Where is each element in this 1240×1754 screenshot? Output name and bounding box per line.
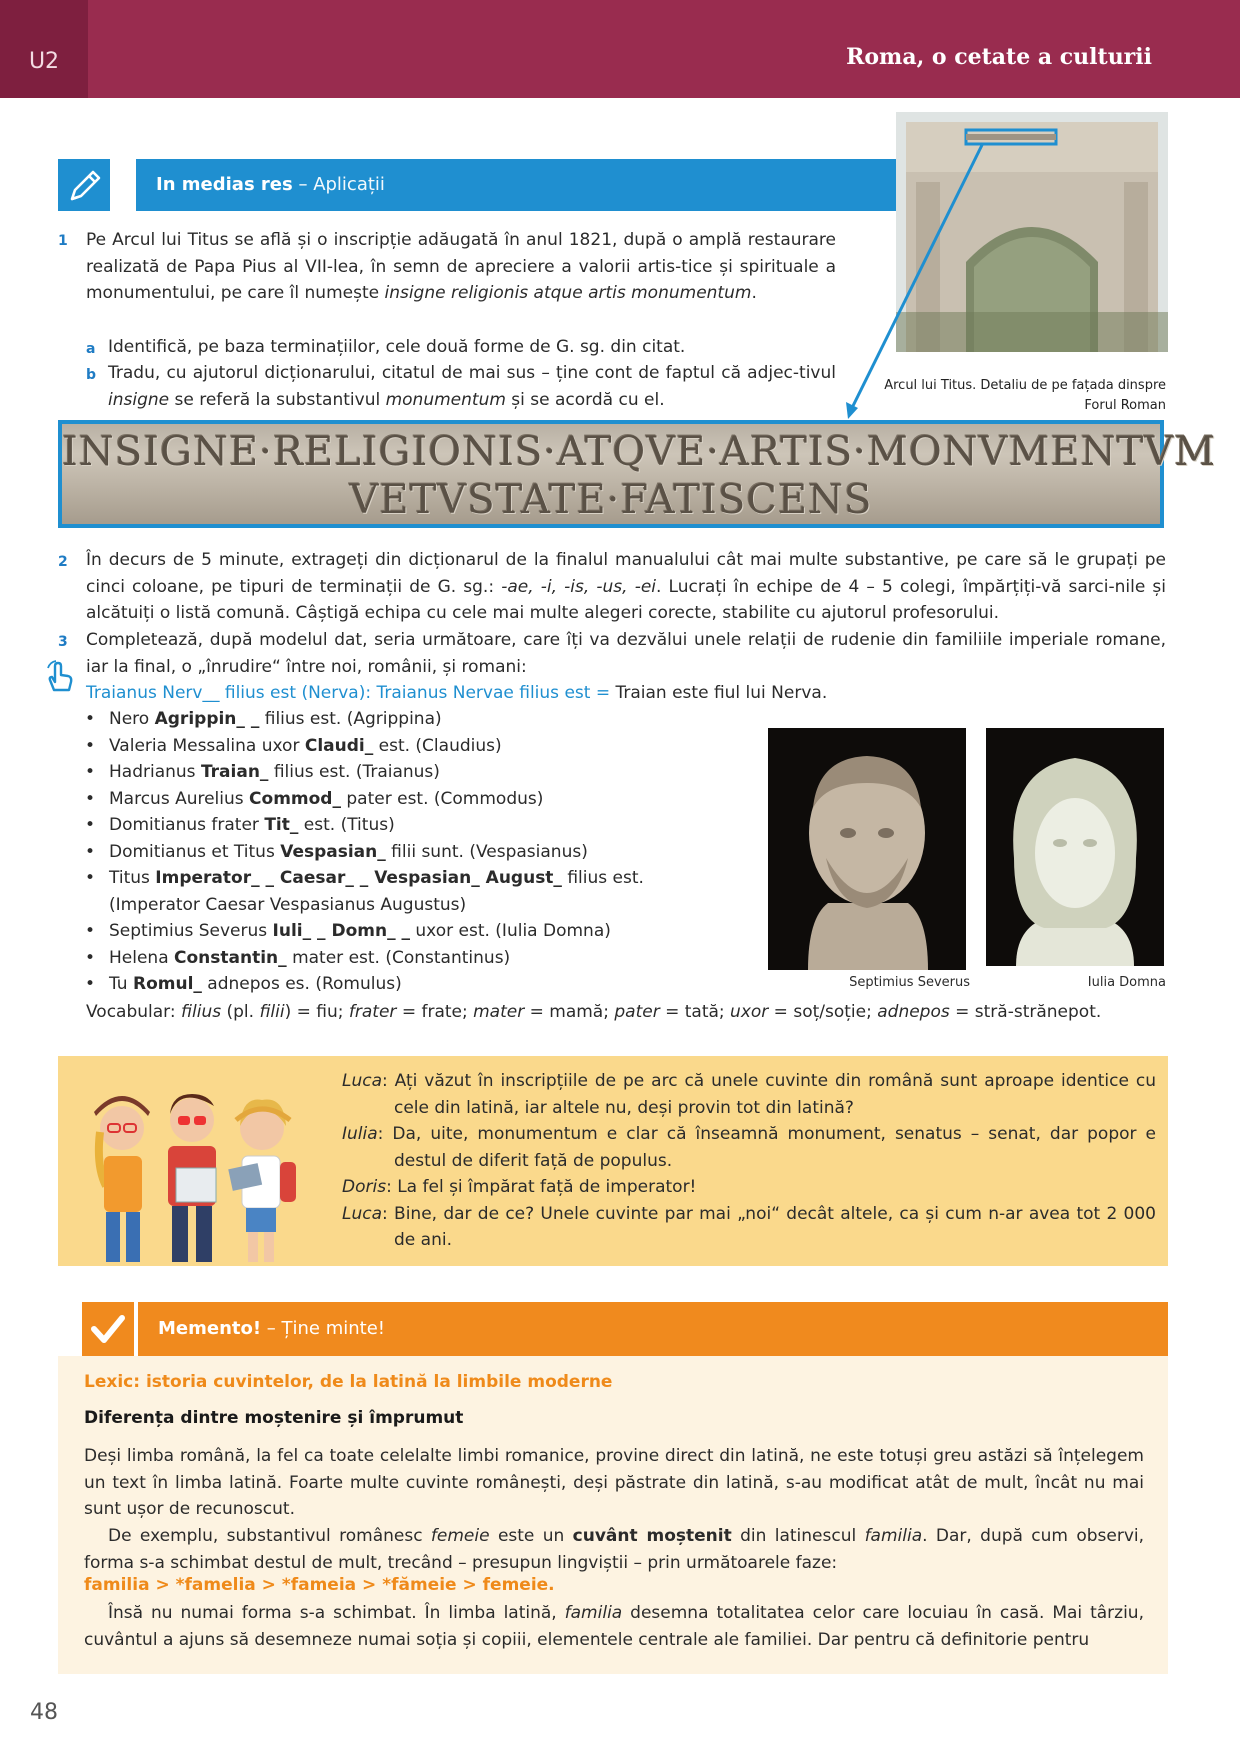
chapter-title: Roma, o cetate a culturii bbox=[846, 44, 1152, 70]
caption-septimius: Septimius Severus bbox=[849, 975, 970, 990]
students-illustration bbox=[80, 1076, 310, 1266]
exercise-3-item bbox=[109, 812, 689, 839]
lexic-heading: Lexic: istoria cuvintelor, de la latină la limbile moderne bbox=[84, 1372, 613, 1392]
item-text: Nero bbox=[109, 709, 155, 729]
p2-d: . Dar, după cum observi, forma s-a schimbat destul de mult, trecând – presupun lingviștii – prin următoarele faze: bbox=[84, 1526, 1145, 1573]
vocabulary-line: Vocabular: filius (pl. filii) = fiu; frater = frate; mater = mamă; pater = tată; uxor = soț/soție; adnepos = stră-strănepot. bbox=[86, 1002, 1102, 1022]
memento-dash: – bbox=[261, 1318, 282, 1339]
portrait-septimius-severus bbox=[768, 728, 966, 970]
exercise-3-text: Completează, după modelul dat, seria următoare, care îți va dezvălui unele relații de rudenie din familiile imperiale romane, iar la final, o „înrudire“ între noi, românii, și romani: bbox=[86, 630, 1166, 677]
ex1-a-text: Identifică, pe baza terminațiilor, cele două forme de G. sg. din citat. bbox=[108, 337, 686, 357]
fill-blank: Vespasian_ bbox=[280, 841, 386, 862]
dialogue-line: Doris: La fel și împărat față de imperator! bbox=[342, 1177, 697, 1197]
item-text: filii sunt. (Vespasianus) bbox=[385, 841, 588, 862]
item-text: filius est. (Agrippina) bbox=[259, 709, 442, 729]
model-equals: = bbox=[590, 683, 616, 703]
ex1-period: . bbox=[751, 283, 757, 303]
ex2-text-2: . Lucrați în echipe de 4 – 5 colegi, împărțiți-vă sarci-nile și alcătuiți o listă comună. Câștigă echipa cu cele mai multe alegeri corecte, stabilite cu ajutorul profesorului. bbox=[86, 576, 1166, 623]
ex1-a-label: a bbox=[86, 341, 96, 357]
item-text: Domitianus et Titus bbox=[109, 841, 281, 862]
ex1-text: Pe Arcul lui Titus se află și o inscripție adăugată în anul 1821, după o amplă restaurare realizată de Papa Pius al VII-lea, în semn de apreciere a valorii artis-tice și spirituale a monumentului, pe care îl numește bbox=[86, 230, 836, 303]
arch-caption: Arcul lui Titus. Detaliu de pe fațada dinspre Forul Roman bbox=[884, 378, 1166, 413]
exercise-3-item bbox=[109, 786, 689, 813]
exercise-3-item bbox=[109, 971, 689, 998]
exercise-3-item bbox=[109, 706, 689, 733]
memento-paragraph-1: Deși limba română, la fel ca toate celelalte limbi romanice, provine direct din latină, ne este totuși greu astăzi să înțelegem un text în limba latină. Foarte multe cuvinte românești, deși păstrate din latină, s-au modificat atât de mult, încât nu mai sunt ușor de recunoscut. bbox=[84, 1446, 1144, 1519]
b-text-2: se referă la substantivul bbox=[169, 389, 386, 410]
page-number: 48 bbox=[30, 1700, 58, 1725]
caption-iulia: Iulia Domna bbox=[1087, 975, 1166, 990]
item-text: Hadrianus bbox=[109, 762, 201, 782]
portrait-iulia-domna bbox=[986, 728, 1164, 966]
memento-paragraph-2 bbox=[84, 1523, 1144, 1576]
section-dash: – bbox=[292, 174, 314, 195]
b-text-1: Tradu, cu ajutorul dicționarului, citatul de mai sus – ține cont de faptul că adjec-tivul bbox=[108, 363, 836, 383]
item-text: est. (Claudius) bbox=[373, 735, 502, 756]
inscription-line-1: INSIGNE·RELIGIONIS·ATQVE·ARTIS·MONVMENTVM bbox=[62, 429, 1217, 475]
item-text: mater est. (Constantinus) bbox=[286, 947, 511, 968]
section-subtitle: Aplicații bbox=[313, 174, 385, 195]
p2-em2: familia bbox=[864, 1526, 923, 1546]
b-text-3: și se acordă cu el. bbox=[505, 389, 665, 410]
memento-subtitle: Ține minte! bbox=[281, 1318, 386, 1339]
dialogue-lines bbox=[342, 1068, 1156, 1254]
word-phases: familia > *famelia > *fameia > *fămeie > femeie. bbox=[84, 1575, 555, 1595]
model-translation: Traian este fiul lui Nerva. bbox=[615, 683, 828, 703]
item-text: Valeria Messalina uxor bbox=[109, 735, 305, 756]
exercise-2-text bbox=[86, 547, 1166, 627]
exercise-3-item bbox=[109, 759, 689, 786]
dialogue-line: Iulia: Da, uite, monumentum e clar că înseamnă monument, senatus – senat, dar popor e destul de diferit față de populus. bbox=[342, 1124, 1156, 1171]
exercise-3-item bbox=[109, 945, 689, 972]
speaker-name: Luca bbox=[342, 1071, 383, 1091]
item-text: adnepos es. (Romulus) bbox=[201, 974, 402, 994]
p3-a: Însă nu numai forma s-a schimbat. În limba latină, bbox=[108, 1603, 565, 1623]
item-text: filius est. (Traianus) bbox=[268, 762, 440, 782]
pencil-icon bbox=[58, 159, 110, 211]
section-bar-memento bbox=[138, 1302, 1168, 1356]
exercise-3-item bbox=[109, 865, 689, 918]
section-bar-in-medias-res bbox=[136, 159, 896, 211]
memento-title: Memento! bbox=[158, 1318, 262, 1339]
fill-blank: Tit_ bbox=[264, 815, 299, 835]
model-answer: Traianus Nervae filius est bbox=[376, 683, 591, 703]
exercise-number-2: 2 bbox=[58, 554, 68, 570]
item-text: Marcus Aurelius bbox=[109, 788, 250, 809]
fill-blank: Agrippin_ _ bbox=[154, 709, 260, 729]
model-question: Traianus Nerv__ filius est (Nerva): bbox=[86, 683, 377, 703]
exercise-3-model bbox=[86, 680, 1086, 707]
ex2-text-1: În decurs de 5 minute, extrageți din dicționarul de la finalul manualului cât mai multe substantive, pe care să le grupați pe cinci coloane, pe tipuri de terminații de G. sg.: bbox=[86, 550, 1166, 597]
fill-blank: Traian_ bbox=[200, 762, 269, 782]
section-title: In medias res bbox=[156, 174, 293, 195]
exercise-3-item bbox=[109, 733, 689, 760]
ex1-b-text bbox=[108, 360, 836, 413]
dialogue-text: Da, uite, monumentum e clar că înseamnă monument, senatus – senat, dar popor e destul de diferit față de populus. bbox=[392, 1124, 1156, 1171]
dialogue-text: La fel și împărat față de imperator! bbox=[397, 1177, 697, 1197]
fill-blank: Imperator_ _ Caesar_ _ Vespasian_ August_ bbox=[155, 868, 562, 888]
fill-blank: Romul_ bbox=[132, 974, 202, 994]
p2-b: este un bbox=[489, 1526, 573, 1546]
dialogue-text: Bine, dar de ce? Unele cuvinte par mai „noi“ decât altele, ca și cum n-ar avea tot 2 000 de ani. bbox=[394, 1203, 1156, 1250]
exercise-3-item bbox=[109, 918, 689, 945]
exercise-3-item bbox=[109, 839, 689, 866]
fill-blank: Commod_ bbox=[249, 788, 341, 809]
hand-pointer-icon bbox=[42, 660, 76, 696]
p2-em: femeie bbox=[430, 1526, 490, 1546]
ex1-quote: insigne religionis atque artis monumentum bbox=[384, 283, 752, 303]
exercise-3-list bbox=[109, 706, 689, 998]
item-text: pater est. (Commodus) bbox=[340, 788, 544, 809]
dialogue-line: Luca: Bine, dar de ce? Unele cuvinte par mai „noi“ decât altele, ca și cum n-ar avea tot 2 000 de ani. bbox=[342, 1203, 1156, 1250]
p2-c: din latinescul bbox=[731, 1526, 865, 1546]
dialogue-line: Luca: Ați văzut în inscripțiile de pe arc că unele cuvinte din română sunt aproape identice cu cele din latină, iar altele nu, deși provin tot din latină? bbox=[342, 1071, 1156, 1118]
item-text: Helena bbox=[109, 947, 175, 968]
inscription-line-2: VETVSTATE·FATISCENS bbox=[349, 477, 873, 523]
item-text: Tu bbox=[109, 974, 133, 994]
memento-heading: Diferența dintre moștenire și împrumut bbox=[84, 1408, 464, 1428]
p2-a: De exemplu, substantivul românesc bbox=[108, 1526, 431, 1546]
ex2-endings: -ae, -i, -is, -us, -ei bbox=[501, 576, 657, 597]
item-text: est. (Titus) bbox=[298, 815, 395, 835]
dialogue-text: Ați văzut în inscripțiile de pe arc că unele cuvinte din română sunt aproape identice cu cele din latină, iar altele nu, deși provin tot din latină? bbox=[394, 1071, 1156, 1118]
item-text: Septimius Severus bbox=[109, 921, 273, 941]
fill-blank: Constantin_ bbox=[174, 947, 287, 968]
fill-blank: Claudi_ bbox=[304, 735, 374, 756]
b-em-1: insigne bbox=[108, 389, 170, 410]
inscription-photo bbox=[58, 420, 1217, 528]
speaker-name: Luca bbox=[342, 1203, 383, 1224]
unit-label: U2 bbox=[0, 0, 88, 98]
p3-em: familia bbox=[564, 1603, 623, 1623]
exercise-number-1: 1 bbox=[58, 233, 68, 249]
p3-b: desemna totalitatea celor care locuiau în casă. Mai târziu, cuvântul a ajuns să desemneze numai soția și copiii, elementele centrale ale familiei. Dar pentru că definitorie pentru bbox=[84, 1603, 1144, 1650]
exercise-1-text bbox=[86, 227, 836, 307]
item-text: Titus bbox=[109, 868, 156, 888]
p2-bold: cuvânt moștenit bbox=[572, 1526, 732, 1546]
speaker-name: Doris bbox=[342, 1177, 387, 1197]
item-text: uxor est. (Iulia Domna) bbox=[410, 921, 611, 941]
checkmark-icon bbox=[82, 1302, 134, 1356]
speaker-name: Iulia bbox=[342, 1124, 378, 1144]
b-em-2: monumentum bbox=[385, 389, 506, 410]
item-text: filius est. (Imperator Caesar Vespasianus Augustus) bbox=[109, 868, 644, 915]
memento-paragraph-3 bbox=[84, 1600, 1144, 1653]
item-text: Domitianus frater bbox=[109, 815, 265, 835]
fill-blank: Iuli_ _ Domn_ _ bbox=[272, 921, 410, 941]
ex1-b-label: b bbox=[86, 367, 97, 383]
exercise-number-3: 3 bbox=[58, 634, 68, 650]
